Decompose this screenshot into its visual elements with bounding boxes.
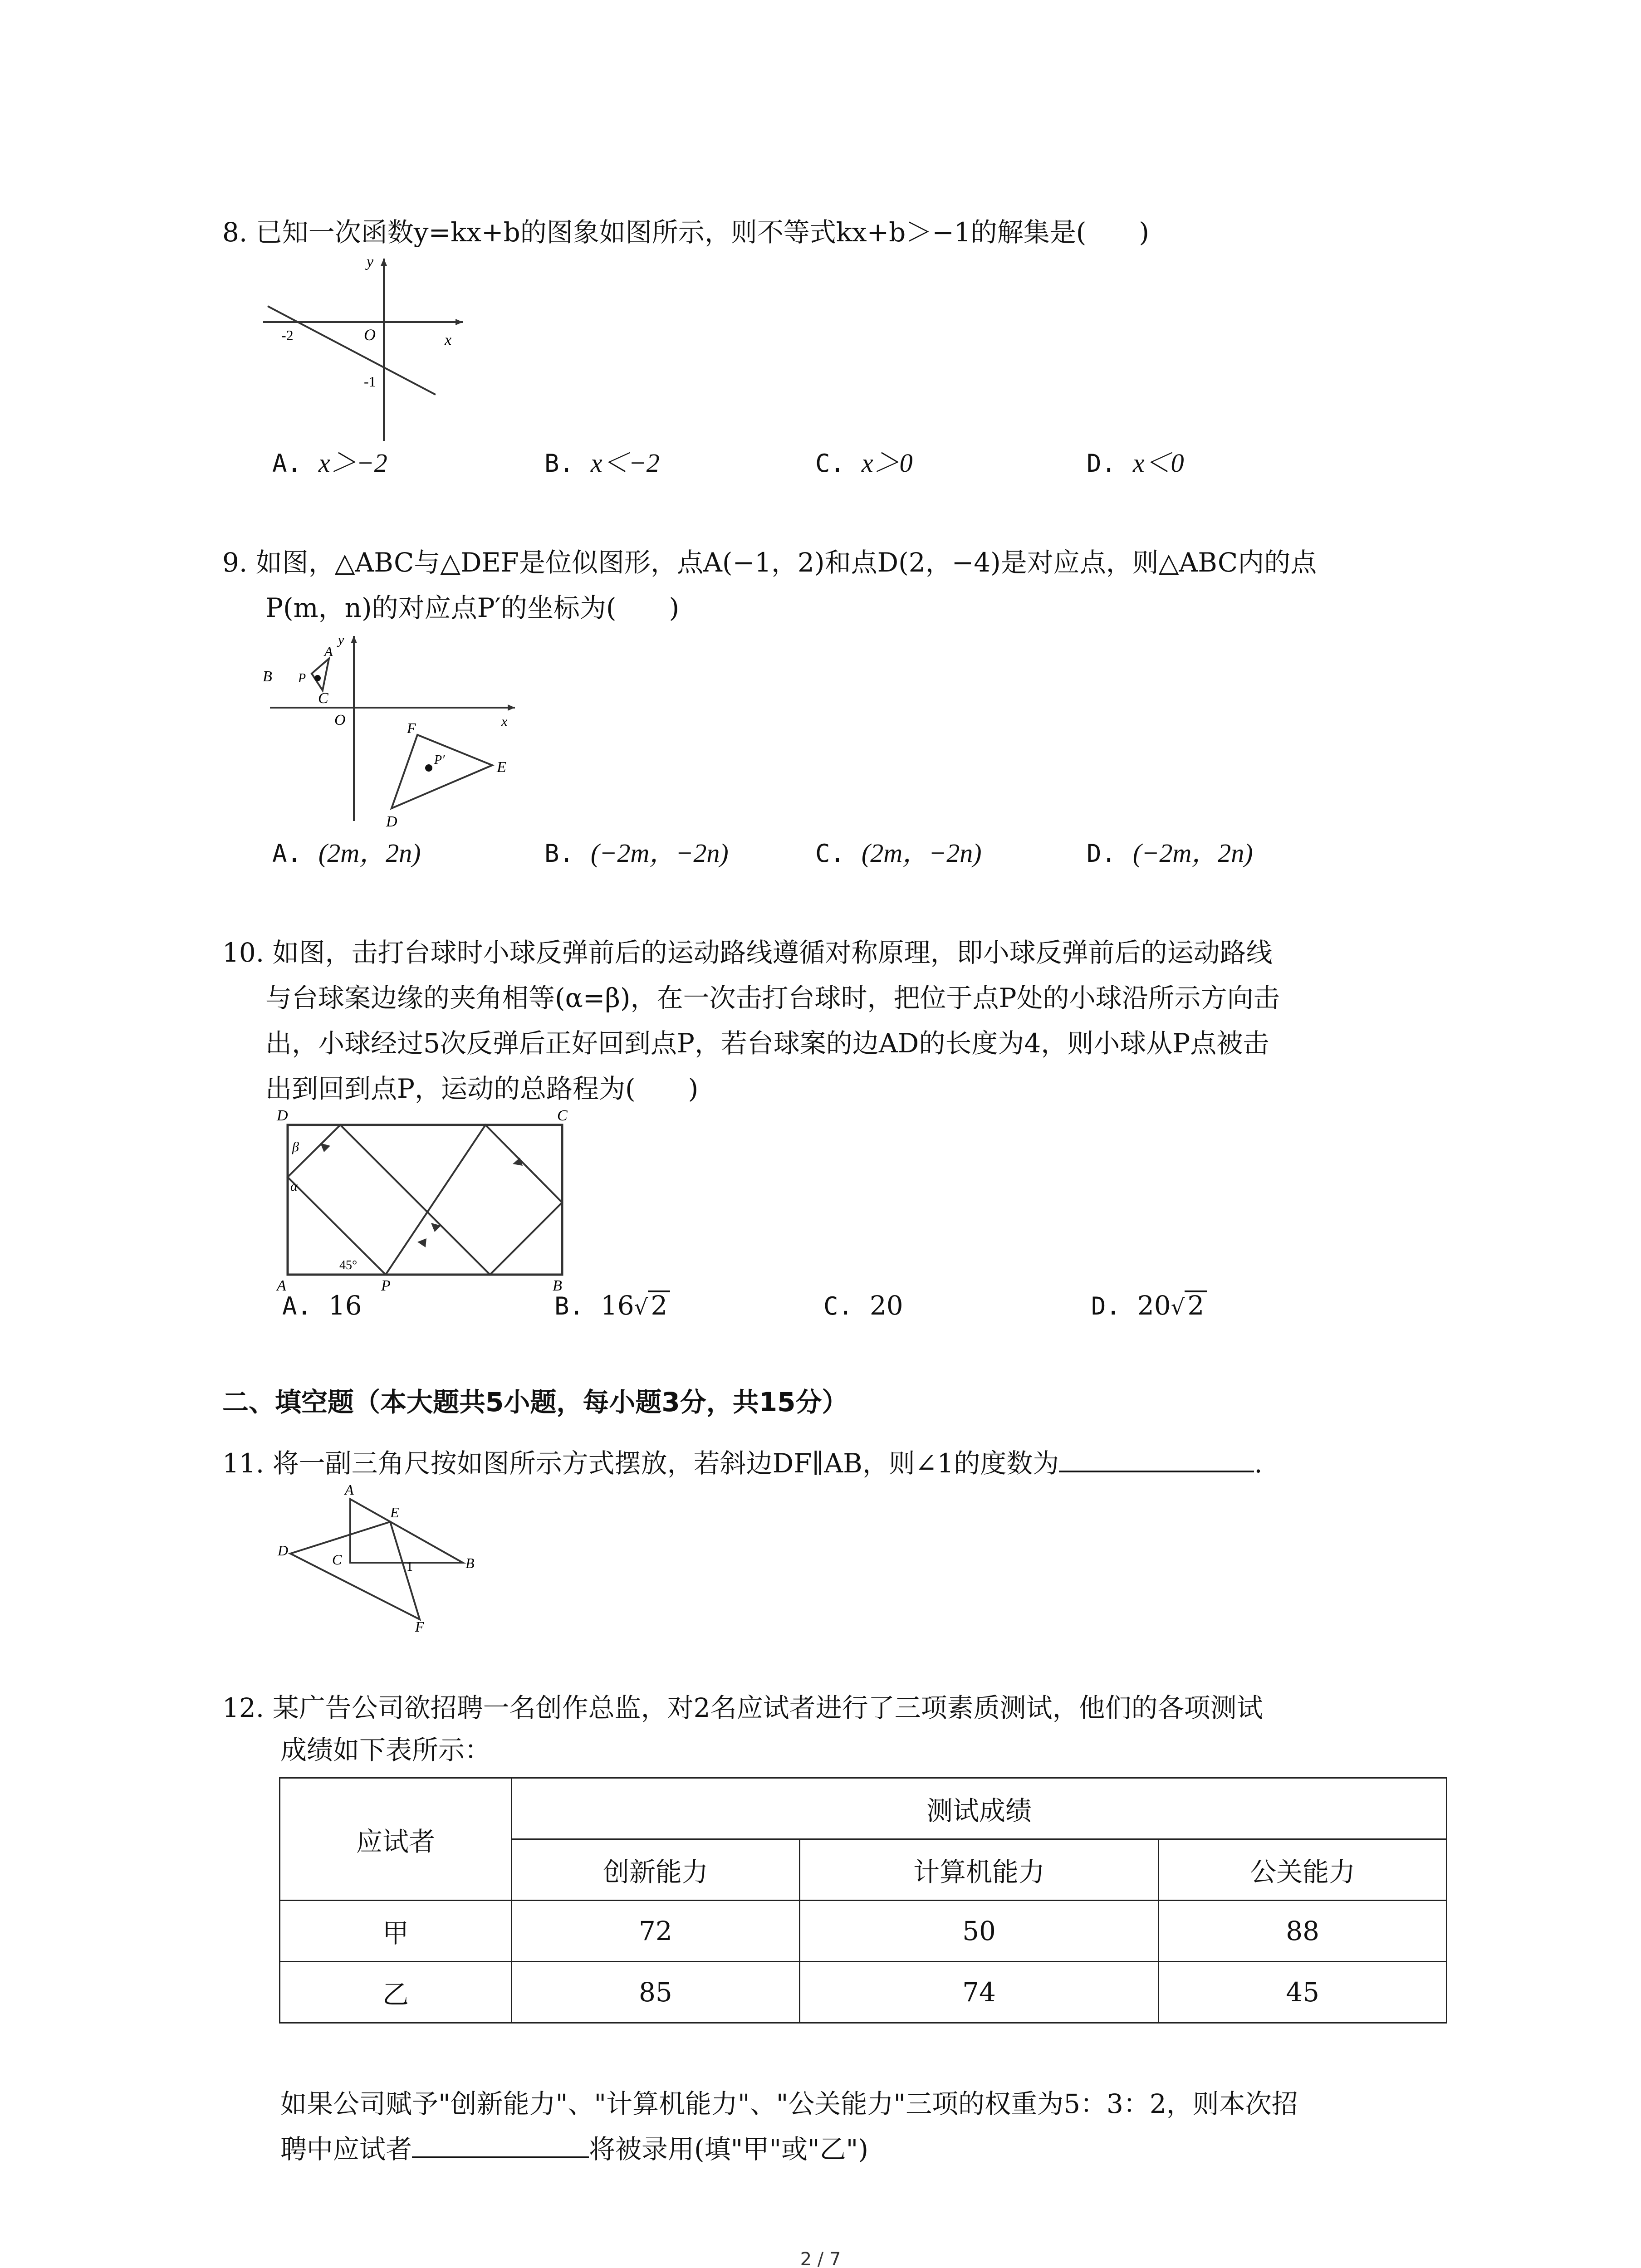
q8-option-b-value: x＜−2 [590, 448, 660, 478]
q12-line3: 如果公司赋予"创新能力"、"计算机能力"、"公关能力"三项的权重为5：3：2，则本次招 [280, 2088, 1298, 2119]
q10-option-b-sqrt: √ 2 [634, 1287, 671, 1325]
q11-fig-b-label: B [465, 1555, 475, 1571]
q9-fig-a-label: A [324, 644, 333, 659]
q10-option-d[interactable] [1091, 1287, 1207, 1325]
q10-line4: 出到回到点P，运动的总路程为( ) [265, 1073, 699, 1104]
q11-text: 11. 将一副三角尺按如图所示方式摆放，若斜边DF∥AB，则∠1的度数为 [222, 1448, 1059, 1479]
q10-fig-a-label: A [277, 1277, 286, 1293]
q11-end: . [1254, 1448, 1263, 1479]
q10-option-c-value: 20 [869, 1290, 903, 1321]
q12-line4-end: 将被录用(填"甲"或"乙") [589, 2134, 868, 2165]
table-cell: 50 [799, 1901, 1158, 1962]
q9-fig-p-label: P [298, 671, 306, 685]
q8-option-c-label: C. [815, 449, 845, 478]
table-row-name: 甲 [280, 1901, 512, 1962]
q10-option-a-value: 16 [328, 1290, 362, 1321]
q9-fig-d-label: D [386, 813, 397, 830]
table-head-col: 公关能力 [1159, 1839, 1447, 1901]
table-head-group: 测试成绩 [512, 1778, 1447, 1839]
q9-option-b-value: (−2m，−2n) [590, 838, 729, 868]
q11-fig-e-label: E [390, 1504, 399, 1520]
q10-option-c-label: C. [823, 1292, 853, 1320]
q10-option-b-label: B. [554, 1292, 584, 1320]
q10-billiard-figure [272, 1107, 572, 1293]
table-cell: 74 [799, 1962, 1158, 2023]
q8-option-c-value: x＞0 [861, 448, 913, 478]
q10-option-d-sqrt: √ 2 [1171, 1287, 1207, 1325]
table-cell: 85 [512, 1962, 800, 2023]
q10-option-d-radicand: 2 [1185, 1290, 1207, 1319]
q9-fig-e-label: E [497, 759, 506, 776]
q9-option-c-value: (2m，−2n) [861, 838, 982, 868]
q9-option-d-label: D. [1087, 839, 1117, 868]
page-number: 2 / 7 [800, 2249, 841, 2268]
table-head-col: 计算机能力 [799, 1839, 1158, 1901]
q9-line2: P(m，n)的对应点P′的坐标为( ) [265, 592, 680, 623]
q10-fig-d-label: D [277, 1107, 288, 1124]
q8-option-d-value: x＜0 [1132, 448, 1184, 478]
q9-option-d-value: (−2m，2n) [1132, 838, 1253, 868]
q8-option-a-value: x＞−2 [318, 448, 387, 478]
q9-option-c-label: C. [815, 839, 845, 868]
q10-option-d-label: D. [1091, 1292, 1121, 1320]
q8-fig-x-label: x [445, 332, 452, 348]
q8-option-c[interactable] [815, 445, 913, 482]
q10-option-d-coef: 20 [1137, 1290, 1171, 1321]
q11-fig-c-label: C [332, 1551, 342, 1568]
table-header-row [280, 1778, 1447, 1839]
q8-option-b[interactable] [544, 445, 660, 482]
q9-fig-b-label: B [263, 668, 272, 685]
q12-answer-blank[interactable] [412, 2129, 589, 2158]
q9-option-a-value: (2m，2n) [318, 838, 421, 868]
q9-option-a-label: A. [272, 839, 302, 868]
q11-fig-f-label: F [415, 1618, 424, 1635]
q12-score-table [279, 1777, 1447, 2024]
q8-option-d[interactable] [1087, 445, 1184, 482]
table-row [280, 1901, 1447, 1962]
q11-figure [272, 1481, 490, 1635]
q10-option-c[interactable] [823, 1287, 903, 1325]
q11-answer-blank[interactable] [1059, 1443, 1254, 1472]
q9-option-b-label: B. [544, 839, 574, 868]
q9-fig-x-label: x [501, 714, 508, 729]
q8-text: 8. 已知一次函数y=kx+b的图象如图所示，则不等式kx+b＞−1的解集是( ) [222, 217, 1150, 248]
q9-fig-origin-label: O [334, 712, 346, 728]
table-head-candidate: 应试者 [280, 1778, 512, 1901]
table-head-col: 创新能力 [512, 1839, 800, 1901]
q8-option-a-label: A. [272, 449, 302, 478]
q11-fig-a-label: A [345, 1481, 354, 1498]
q12-line4-start: 聘中应试者 [280, 2134, 412, 2165]
q10-option-a[interactable] [282, 1287, 362, 1325]
q9-fig-y-label: y [338, 632, 344, 647]
q10-fig-alpha-label: α [290, 1179, 298, 1194]
q10-option-a-label: A. [282, 1292, 312, 1320]
q9-option-a[interactable] [272, 835, 421, 872]
q10-option-b[interactable] [554, 1287, 670, 1325]
q8-fig-y-label: y [367, 254, 374, 270]
table-cell: 45 [1159, 1962, 1447, 2023]
q11-line [222, 1441, 1263, 1486]
q9-option-b[interactable] [544, 835, 729, 872]
q10-line3: 出，小球经过5次反弹后正好回到点P，若台球案的边AD的长度为4，则小球从P点被击 [265, 1028, 1269, 1059]
q8-figure [263, 254, 472, 445]
q9-fig-pprime-label: P′ [434, 753, 445, 767]
q10-option-b-radicand: 2 [648, 1290, 670, 1319]
table-cell: 88 [1159, 1901, 1447, 1962]
q9-fig-f-label: F [407, 720, 416, 736]
q12-line1: 12. 某广告公司欲招聘一名创作总监，对2名应试者进行了三项素质测试，他们的各项测试 [222, 1692, 1263, 1723]
q10-fig-p-label: P [381, 1277, 391, 1293]
q11-fig-angle1-label: 1 [407, 1560, 413, 1574]
q8-fig-neg1-label: -1 [364, 373, 376, 390]
q10-fig-beta-label: β [292, 1139, 299, 1154]
q8-fig-neg2-label: -2 [281, 327, 294, 343]
q12-line4 [280, 2126, 868, 2172]
q10-option-b-coef: 16 [600, 1290, 634, 1321]
q9-figure [261, 631, 533, 830]
q11-fig-d-label: D [278, 1542, 289, 1559]
table-row-name: 乙 [280, 1962, 512, 2023]
q9-option-c[interactable] [815, 835, 982, 872]
q10-line1: 10. 如图，击打台球时小球反弹前后的运动路线遵循对称原理，即小球反弹前后的运动路线 [222, 937, 1273, 968]
q10-fig-b-label: B [553, 1277, 562, 1293]
table-row [280, 1962, 1447, 2023]
q8-option-d-label: D. [1087, 449, 1117, 478]
q10-line2: 与台球案边缘的夹角相等(α=β)，在一次击打台球时，把位于点P处的小球沿所示方向击 [265, 982, 1280, 1013]
q8-option-b-label: B. [544, 449, 574, 478]
q9-fig-c-label: C [318, 690, 328, 707]
q12-line2: 成绩如下表所示： [280, 1735, 491, 1765]
q9-option-d[interactable] [1087, 835, 1253, 872]
table-cell: 72 [512, 1901, 800, 1962]
section-fill-in-heading: 二、填空题（本大题共5小题，每小题3分，共15分） [222, 1387, 848, 1418]
q8-fig-origin-label: O [364, 326, 376, 344]
q8-option-a[interactable] [272, 445, 387, 482]
q10-fig-c-label: C [557, 1107, 568, 1124]
q9-line1: 9. 如图，△ABC与△DEF是位似图形，点A(−1，2)和点D(2，−4)是对应点，则△ABC内的点 [222, 547, 1317, 578]
q10-fig-angle-label: 45° [339, 1258, 358, 1272]
